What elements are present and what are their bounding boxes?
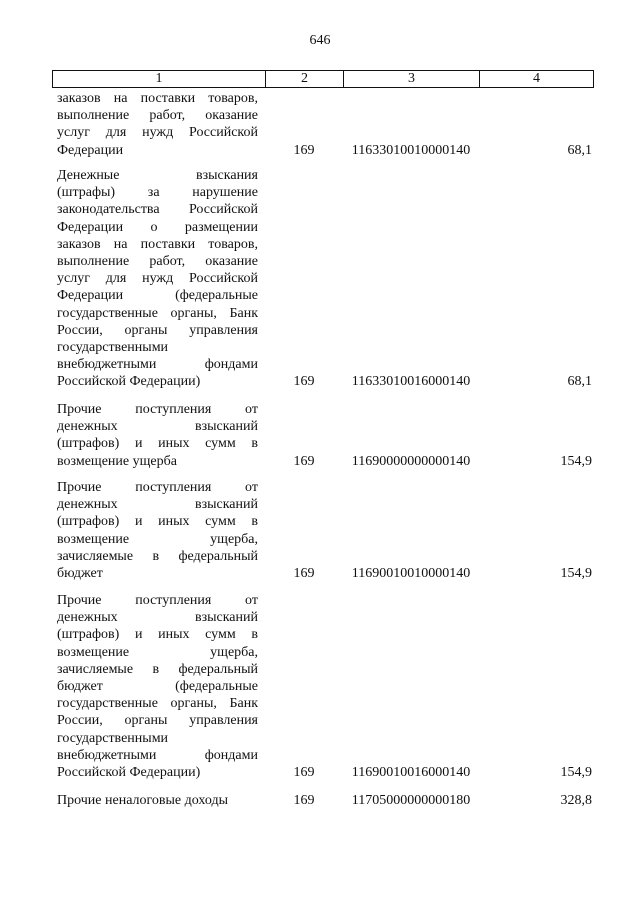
description-line: бюджет (федеральные	[57, 679, 258, 695]
row-description	[57, 479, 258, 582]
description-line: государственными	[57, 340, 169, 356]
admin-code: 169	[293, 566, 315, 581]
budget-classification-code: 11690000000000140	[351, 453, 471, 469]
description-line: Денежные взыскания	[57, 168, 258, 183]
row-description	[57, 401, 258, 470]
description-line: Прочие поступления от	[57, 593, 258, 608]
description-line: (штрафов) и иных сумм в	[57, 627, 258, 643]
admin-code: 169	[293, 374, 315, 390]
description-line: бюджет	[57, 566, 103, 582]
admin-code: 169	[293, 793, 315, 808]
description-line: государственными	[57, 730, 169, 746]
description-line: законодательства Российской	[57, 202, 258, 218]
description-line: Федерации	[57, 142, 124, 158]
description-line: (штрафов) и иных сумм в	[57, 436, 258, 452]
row-description	[57, 592, 258, 781]
description-line: Федерации о размещении	[57, 219, 258, 235]
amount: 328,8	[560, 793, 592, 808]
description-line: России, органы управления	[57, 713, 258, 729]
row-description	[57, 167, 258, 391]
column-header-4: 4	[479, 71, 593, 87]
admin-code: 169	[293, 142, 315, 158]
budget-classification-code: 11690010016000140	[351, 765, 471, 780]
description-line: заказов на поставки товаров,	[57, 91, 258, 106]
description-line: денежных взысканий	[57, 497, 258, 513]
description-line: денежных взысканий	[57, 419, 258, 435]
description-line: внебюджетными фондами	[57, 747, 258, 763]
description-line: Прочие поступления от	[57, 402, 258, 417]
description-line: Прочие неналоговые доходы	[57, 793, 229, 808]
amount: 68,1	[567, 374, 592, 390]
description-line: Российской Федерации)	[57, 374, 201, 390]
description-line: государственные органы, Банк	[57, 305, 258, 321]
row-description	[57, 90, 258, 159]
description-line: (штрафы) за нарушение	[57, 185, 258, 201]
description-line: заказов на поставки товаров,	[57, 236, 258, 252]
admin-code: 169	[293, 765, 315, 780]
description-line: внебюджетными фондами	[57, 357, 258, 373]
budget-classification-code: 11633010016000140	[351, 374, 471, 390]
amount: 154,9	[560, 566, 592, 581]
table-column-header	[52, 70, 594, 88]
column-header-2: 2	[265, 71, 343, 87]
description-line: возмещение ущерба,	[57, 531, 258, 547]
amount: 154,9	[560, 453, 592, 469]
page-number: 646	[309, 33, 331, 48]
amount: 68,1	[567, 142, 592, 158]
description-line: государственные органы, Банк	[57, 696, 258, 712]
description-line: возмещение ущерба,	[57, 644, 258, 660]
description-line: Российской Федерации)	[57, 765, 201, 781]
description-line: (штрафов) и иных сумм в	[57, 514, 258, 530]
amount: 154,9	[560, 765, 592, 780]
column-header-3: 3	[343, 71, 479, 87]
description-line: России, органы управления	[57, 322, 258, 338]
column-header-1: 1	[155, 71, 163, 86]
description-line: Федерации (федеральные	[57, 288, 258, 304]
description-line: услуг для нужд Российской	[57, 271, 258, 287]
row-description	[57, 792, 277, 809]
description-line: выполнение работ, оказание	[57, 108, 258, 124]
budget-classification-code: 11705000000000180	[351, 793, 471, 808]
admin-code: 169	[293, 453, 315, 469]
description-line: услуг для нужд Российской	[57, 125, 258, 141]
description-line: возмещение ущерба	[57, 453, 177, 469]
budget-classification-code: 11690010010000140	[351, 566, 471, 581]
description-line: денежных взысканий	[57, 610, 258, 626]
budget-classification-code: 11633010010000140	[351, 142, 471, 158]
description-line: зачисляемые в федеральный	[57, 548, 258, 564]
description-line: выполнение работ, оказание	[57, 254, 258, 270]
description-line: зачисляемые в федеральный	[57, 661, 258, 677]
description-line: Прочие поступления от	[57, 480, 258, 495]
